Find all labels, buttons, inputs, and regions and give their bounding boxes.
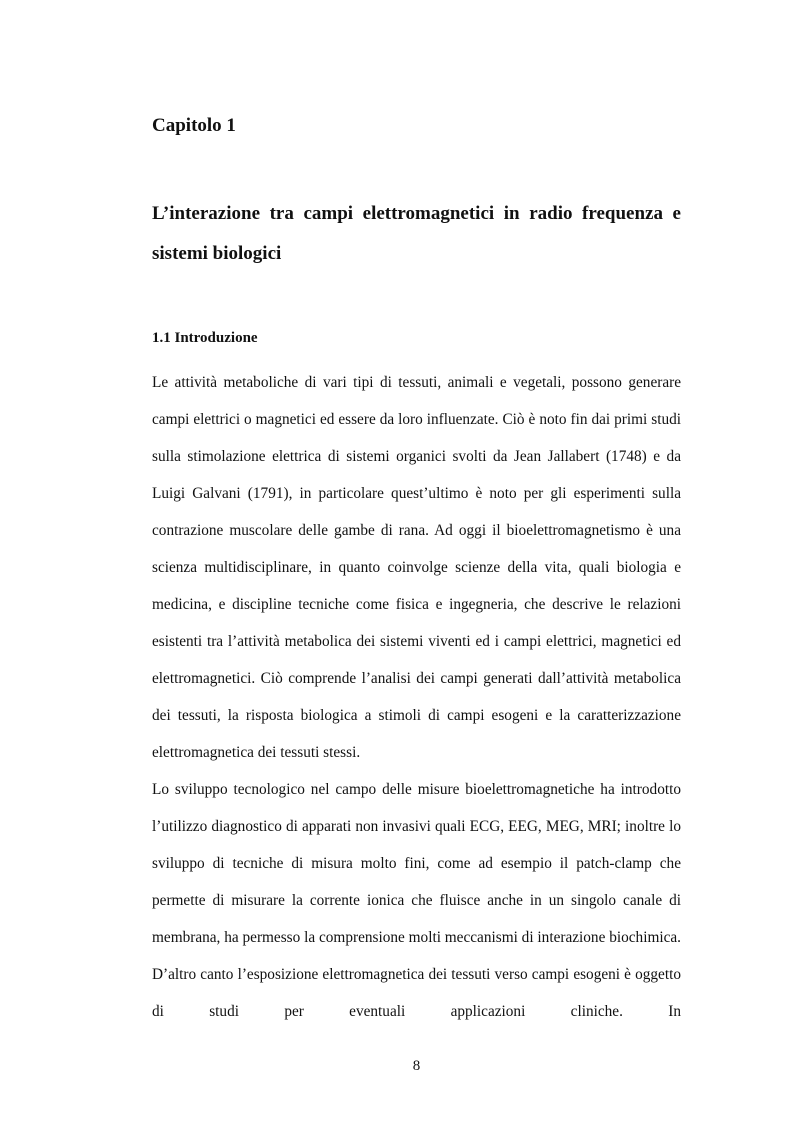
section-heading: 1.1 Introduzione bbox=[152, 330, 258, 346]
body-text bbox=[152, 364, 681, 1030]
chapter-title: L’interazione tra campi elettromagnetici in radio frequenza e sistemi biologici bbox=[152, 203, 681, 264]
page-number: 8 bbox=[412, 1058, 421, 1074]
chapter-label: Capitolo 1 bbox=[152, 115, 236, 136]
paragraph: Lo sviluppo tecnologico nel campo delle misure bioelettromagnetiche ha introdotto l’utilizzo diagnostico di apparati non invasivi quali ECG, EEG, MEG, MRI; inoltre lo sviluppo di tecniche di misura molto fini, come ad esempio il patch-clamp che permette di misurare la corrente ionica che fluisce anche in un singolo canale di membrana, ha permesso la comprensione molti meccanismi di interazione biochimica. D’altro canto l’esposizione elettromagnetica dei tessuti verso campi esogeni è oggetto di studi per eventuali applicazioni cliniche. In bbox=[152, 781, 681, 1020]
paragraph: Le attività metaboliche di vari tipi di tessuti, animali e vegetali, possono generare campi elettrici o magnetici ed essere da loro influenzate. Ciò è noto fin dai primi studi sulla stimolazione elettrica di sistemi organici svolti da Jean Jallabert (1748) e da Luigi Galvani (1791), in particolare quest’ultimo è noto per gli esperimenti sulla contrazione muscolare delle gambe di rana. Ad oggi il bioelettromagnetismo è una scienza multidisciplinare, in quanto coinvolge scienze della vita, quali biologia e medicina, e discipline tecniche come fisica e ingegneria, che descrive le relazioni esistenti tra l’attività metabolica dei sistemi viventi ed i campi elettrici, magnetici ed elettromagnetici. Ciò comprende l’analisi dei campi generati dall’attività metabolica dei tessuti, la risposta biologica a stimoli di campi esogeni e la caratterizzazione elettromagnetica dei tessuti stessi. bbox=[152, 374, 681, 761]
